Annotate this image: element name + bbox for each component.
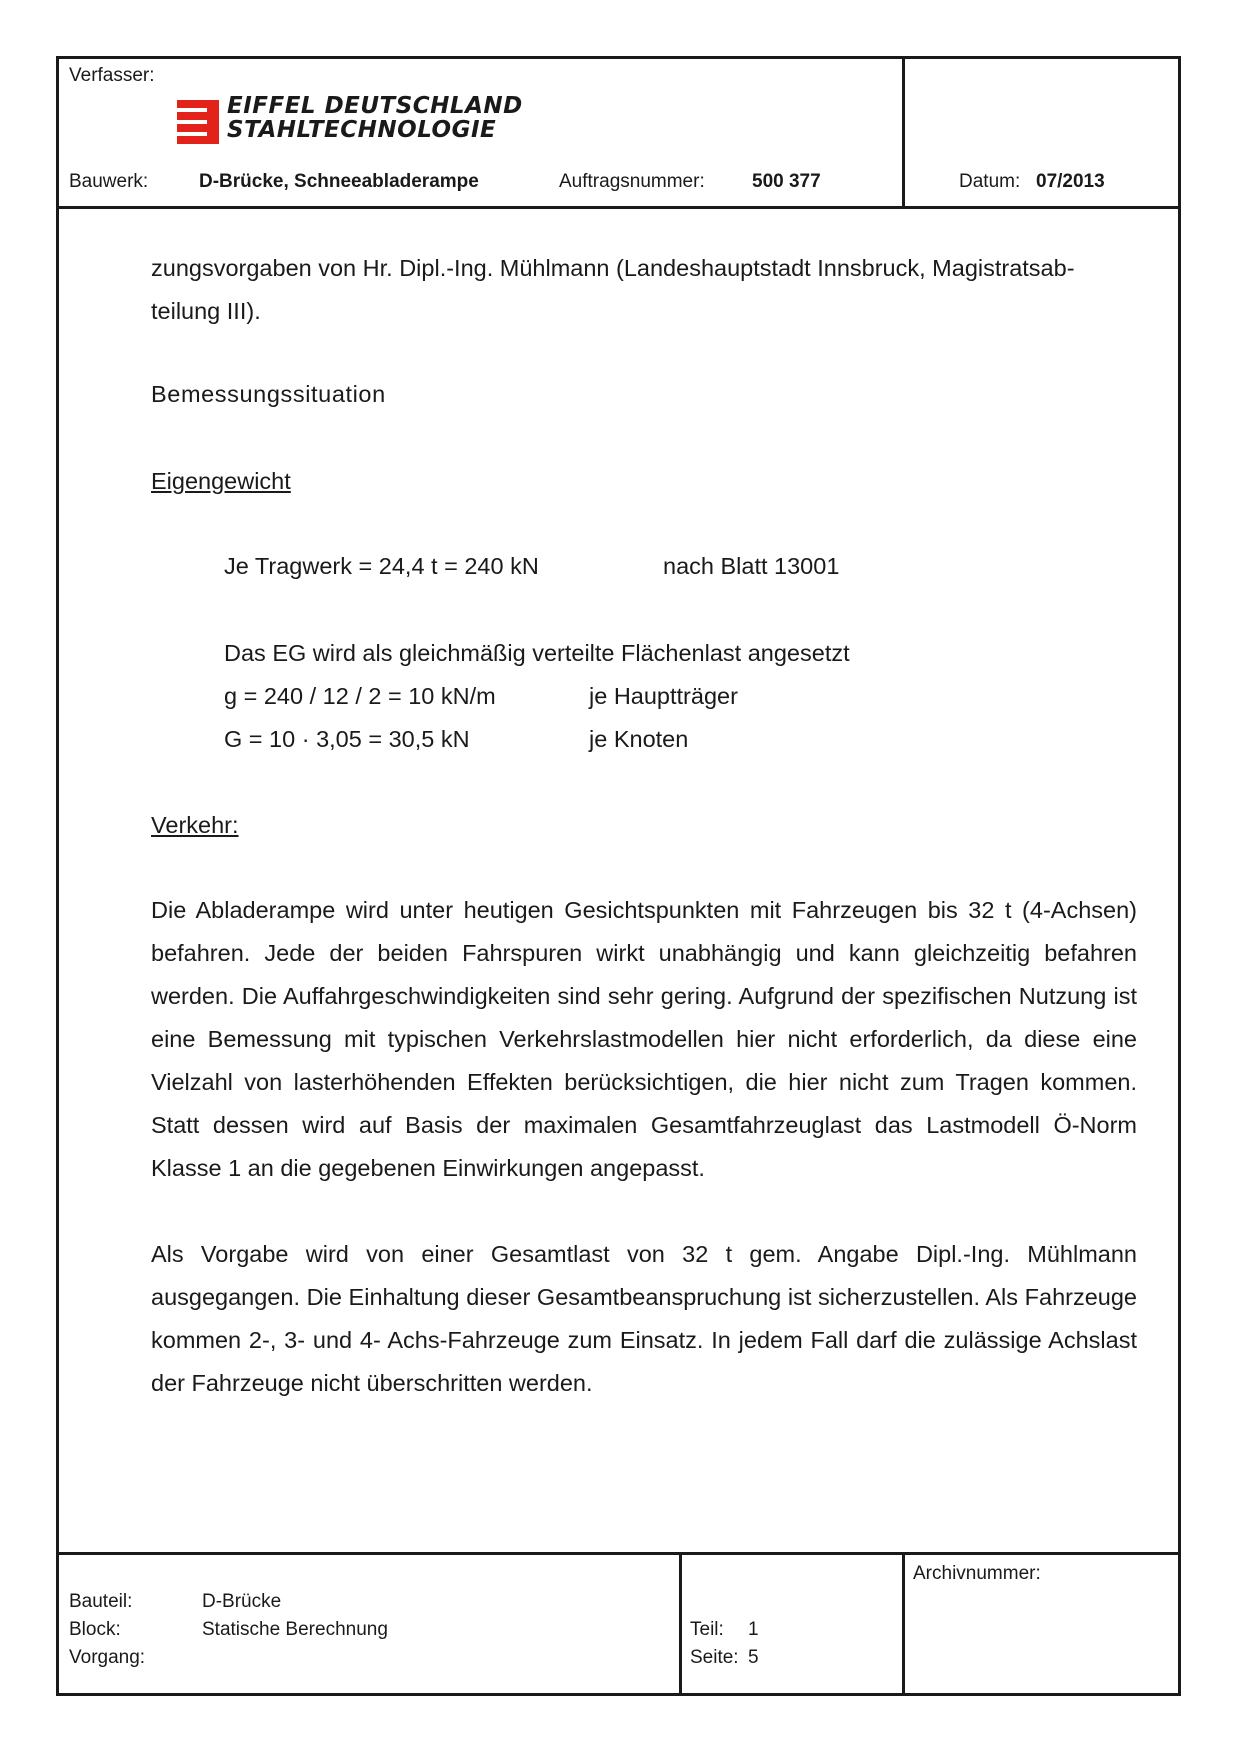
process-label: Vorgang:: [69, 1647, 146, 1668]
self-weight-formula: Je Tragwerk = 24,4 t = 240 kN: [224, 553, 539, 579]
date-value: 07/2013: [1036, 171, 1105, 192]
footer-block: [59, 1552, 1178, 1693]
header-block: [59, 59, 1178, 209]
teil-value: 1: [748, 1619, 759, 1640]
intro-line-1: zungsvorgaben von Hr. Dipl.-Ing. Mühlmann (Landeshauptstadt Innsbruck, Magistratsab-: [151, 255, 1075, 281]
teil-label: Teil:: [690, 1619, 724, 1640]
document-sheet: [56, 56, 1181, 1696]
company-logo: [175, 93, 535, 146]
logo-line-1: EIFFEL DEUTSCHLAND: [227, 93, 523, 119]
date-label: Datum:: [959, 171, 1021, 192]
traffic-heading: Verkehr:: [151, 812, 239, 838]
capital-g-formula: G = 10 · 3,05 = 30,5 kN: [224, 726, 470, 752]
self-weight-reference: nach Blatt 13001: [663, 553, 840, 579]
design-situation-heading: Bemessungssituation: [151, 381, 386, 407]
page-value: 5: [748, 1647, 759, 1668]
g-note: je Hauptträger: [589, 683, 738, 709]
part-value: D-Brücke: [202, 1591, 282, 1612]
structure-label: Bauwerk:: [69, 171, 149, 192]
self-weight-heading: Eigengewicht: [151, 468, 291, 494]
structure-value: D-Brücke, Schneeabladerampe: [199, 171, 479, 192]
intro-line-2: teilung III).: [151, 298, 261, 324]
logo-wordmark: [227, 94, 523, 142]
eiffel-logo-icon: [175, 98, 221, 146]
traffic-paragraph-2: Als Vorgabe wird von einer Gesamtlast von 32 t gem. Angabe Dipl.-Ing. Mühlmann ausgegangen. Die Einhaltung dieser Gesamtbeanspruchung ist sicherzustellen. Als Fahrzeuge kommen 2-, 3- und 4- Achs-Fahrzeuge zum Einsatz. In jedem Fall darf die zulässige Achslast der Fahrzeuge nicht überschritten werden.: [151, 1241, 1137, 1396]
footer-divider-1: [679, 1555, 682, 1696]
logo-line-2: STAHLTECHNOLOGIE: [227, 117, 497, 143]
archive-label: Archivnummer:: [913, 1563, 1041, 1584]
footer-divider-2: [902, 1555, 905, 1696]
header-divider: [902, 59, 905, 206]
author-label: Verfasser:: [69, 65, 155, 86]
traffic-paragraph-1: Die Abladerampe wird unter heutigen Gesichtspunkten mit Fahrzeugen bis 32 t (4-Achsen) befahren. Jede der beiden Fahrspuren wirkt unabhängig und kann gleichzeitig befahren werden. Die Auffahrgeschwindigkeiten sind sehr gering. Aufgrund der spezifischen Nutzung ist eine Bemessung mit typischen Verkehrslastmodellen hier nicht erforderlich, da diese eine Vielzahl von lasterhöhenden Effekten berücksichtigen, die hier nicht zum Tragen kommen. Statt dessen wird auf Basis der maximalen Gesamtfahrzeuglast das Lastmodell Ö-Norm Klasse 1 an die gegebenen Einwirkungen angepasst.: [151, 897, 1137, 1181]
capital-g-note: je Knoten: [589, 726, 689, 752]
order-value: 500 377: [752, 171, 821, 192]
part-label: Bauteil:: [69, 1591, 133, 1612]
block-label: Block:: [69, 1619, 121, 1640]
order-label: Auftragsnummer:: [559, 171, 705, 192]
page-label: Seite:: [690, 1647, 739, 1668]
g-formula: g = 240 / 12 / 2 = 10 kN/m: [224, 683, 496, 709]
eg-statement: Das EG wird als gleichmäßig verteilte Flächenlast angesetzt: [224, 640, 850, 666]
block-value: Statische Berechnung: [202, 1619, 388, 1640]
